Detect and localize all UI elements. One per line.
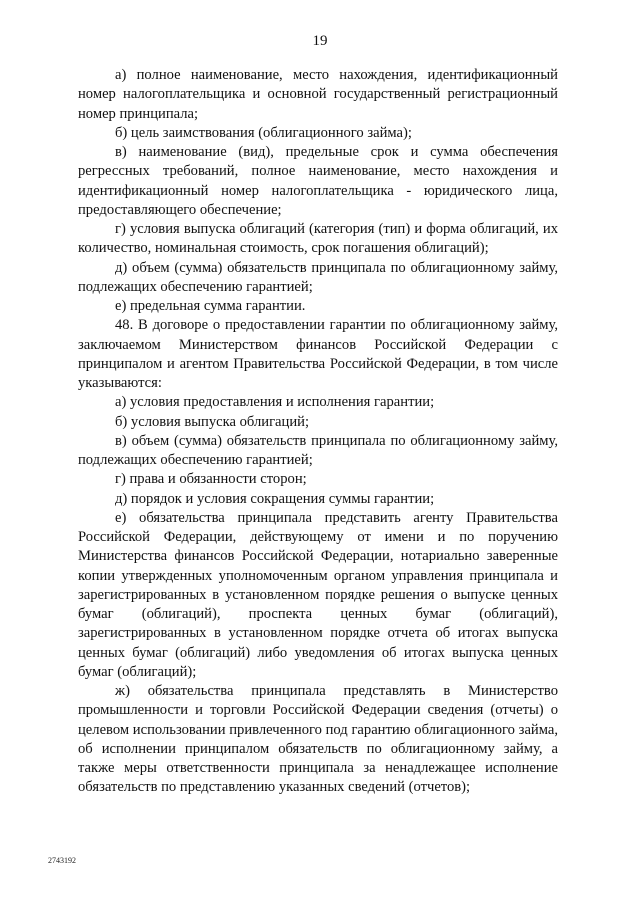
paragraph-v-obligation-volume: в) объем (сумма) обязательств принципала по облигационному займу, подлежащих обеспечению гарантией; — [78, 432, 558, 468]
paragraph-e-provide-copies: е) обязательства принципала представить агенту Правительства Российской Федерации, действующему от имени и по поручению Министерства финансов Российской Федерации, нотариально заверенные копии утвержденных уполномоченным органом управления принципала и зарегистрированных в установленном порядке решения о выпуске ценных бумаг (облигаций), проспекта ценных бумаг (облигаций), зарегистрированных в установленном порядке отчета об итогах выпуска ценных бумаг (облигаций) либо уведомления об итогах выпуска ценных бумаг (облигаций); — [78, 509, 558, 680]
paragraph-zh-reporting: ж) обязательства принципала представлять в Министерство промышленности и торговли Российской Федерации сведения (отчеты) о целевом использовании привлеченного под гарантию облигационного займа, об исполнении принципалом обязательств по облигационному займу, а также меры ответственности принципала за ненадлежащее исполнение обязательств по представлению указанных сведений (отчетов); — [78, 683, 558, 796]
page-number: 19 — [312, 33, 328, 49]
paragraph-g-rights-duties: г) права и обязанности сторон; — [115, 471, 307, 488]
paragraph-b-borrowing-purpose: б) цель заимствования (облигационного займа); — [115, 124, 412, 141]
document-code: 2743192 — [48, 856, 76, 865]
document-body — [78, 66, 558, 798]
paragraph-g-bond-terms: г) условия выпуска облигаций (категория (тип) и форма облигаций, их количество, номинальная стоимость, срок погашения облигаций); — [78, 221, 558, 257]
paragraph-v-security: в) наименование (вид), предельные срок и сумма обеспечения регрессных требований, полное наименование, место нахождения и идентификационный номер налогоплательщика - юридического лица, предоставляющего обеспечение; — [78, 144, 558, 218]
paragraph-d-obligation-amount: д) объем (сумма) обязательств принципала по облигационному займу, подлежащих обеспечению гарантией; — [78, 259, 558, 295]
paragraph-b-bond-conditions: б) условия выпуска облигаций; — [115, 413, 310, 430]
paragraph-e-max-guarantee: е) предельная сумма гарантии. — [115, 298, 306, 314]
paragraph-48-contract: 48. В договоре о предоставлении гарантии по облигационному займу, заключаемом Министерством финансов Российской Федерации с принципалом и агентом Правительства Российской Федерации, в том числе указываются: — [78, 317, 558, 391]
paragraph-a-principal-info: а) полное наименование, место нахождения, идентификационный номер налогоплательщика и основной государственный регистрационный номер принципала; — [78, 67, 558, 122]
paragraph-a-conditions: а) условия предоставления и исполнения гарантии; — [115, 394, 435, 411]
paragraph-d-reduction: д) порядок и условия сокращения суммы гарантии; — [115, 490, 435, 507]
